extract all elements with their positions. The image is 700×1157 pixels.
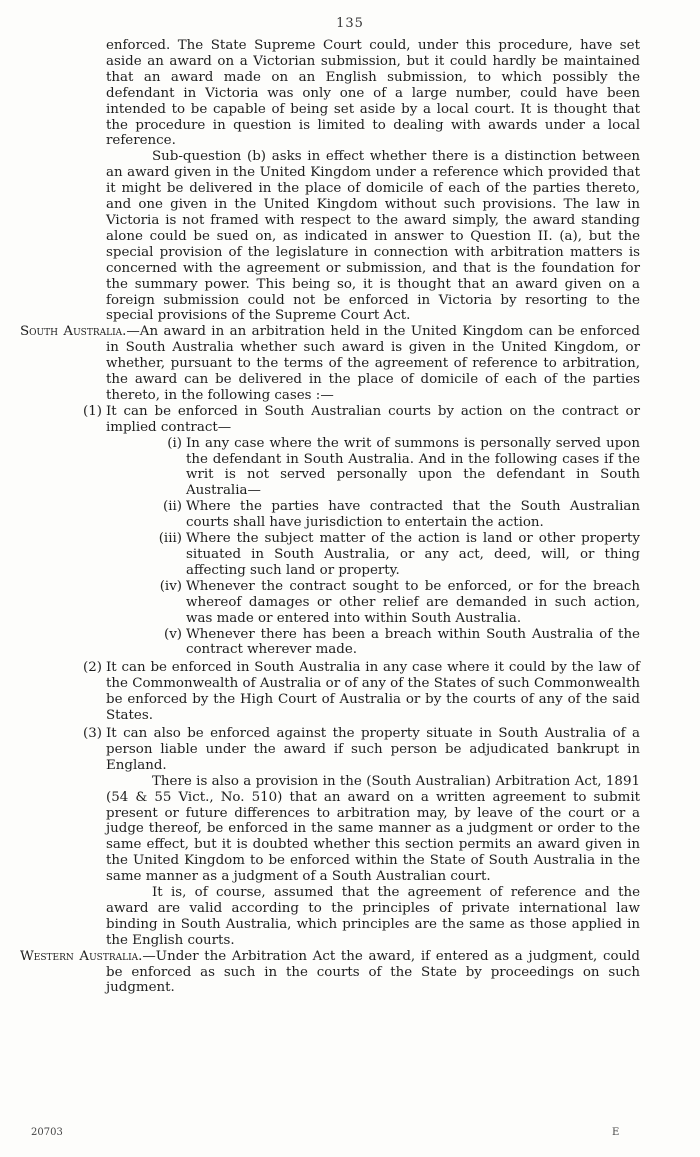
paragraph-arbitration-act: There is also a provision in the (South Australian) Arbitration Act, 1891 (54 & 55 Vict., No. 510) that an award on a written agreement to submit present or future differences to arbitration may, by leave of the court or a judge thereof, be enforced in the same manner as a judgment or order to the same effect, but it is doubted whether this section permits an award given in the United Kingdom to be enforced within the State of South Australia in the same manner as a judgment of a South Australian court. xyxy=(106,773,640,885)
list-item-1 xyxy=(20,404,640,436)
list-text: It can also be enforced against the property situate in South Australia of a person liable under the award if such person be adjudicated bankrupt in England. xyxy=(106,725,640,773)
list-label: (3) xyxy=(83,725,102,741)
sub-text: In any case where the writ of summons is personally served upon the defendant in South Australia. And in the following cases if the writ is not served personally upon the defendant in South Australia— xyxy=(186,435,640,499)
sub-item-ii xyxy=(20,499,640,531)
south-australia-text: —An award in an arbitration held in the United Kingdom can be enforced in South Australia whether such award is given in the United Kingdom, or whether, pursuant to the terms of the agreement of reference to arbitration, the award can be delivered in the place of domicile of each of the parties thereto, in the following cases :— xyxy=(106,324,640,403)
list-text: It can be enforced in South Australian courts by action on the contract or implied contract— xyxy=(106,403,640,435)
sub-text: Where the subject matter of the action is land or other property situated in South Australia, or any act, deed, will, or thing affecting such land or property. xyxy=(186,531,640,578)
list-label: (1) xyxy=(83,403,102,419)
footer-signature-mark: E xyxy=(612,1127,620,1138)
section-western-australia xyxy=(20,949,640,997)
sub-text: Whenever the contract sought to be enforced, or for the breach whereof damages or other relief are demanded in such action, was made or entered into within South Australia. xyxy=(186,578,640,626)
sub-label: (ii) xyxy=(162,499,182,515)
page-number: 135 xyxy=(336,16,364,31)
sub-label: (i) xyxy=(167,435,182,451)
paragraph-assumption: It is, of course, assumed that the agreement of reference and the award are valid according to the principles of private international law binding in South Australia, which principles are the same as those applied in the English courts. xyxy=(106,885,640,948)
footer-print-code: 20703 xyxy=(31,1127,63,1138)
sub-item-iv xyxy=(20,579,640,627)
sub-item-i xyxy=(20,436,640,500)
paragraph-subquestion-b: Sub-question (b) asks in effect whether there is a distinction between an award given in the United Kingdom under a reference which provided that it might be delivered in the place of domicile of each of the parties thereto, and one given in the United Kingdom without such provisions. The law in Victoria is not framed with respect to the award simply, the award standing alone could be sued on, as indicated in answer to Question II. (a), but the special provision of the legislature in connection with arbitration matters is concerned with the agreement or submission, and that is the foundation for the summary power. This being so, it is thought that an award given on a foreign submission could not be enforced in Victoria by resorting to the special provisions of the Supreme Court Act. xyxy=(106,149,640,324)
sub-text: Where the parties have contracted that the South Australian courts shall have jurisdiction to entertain the action. xyxy=(186,499,640,531)
list-text: It can be enforced in South Australia in any case where it could by the law of the Commonwealth of Australia or of any of the States of such Commonwealth be enforced by the High Court of Australia or by the courts of any of the said States. xyxy=(106,660,640,724)
paragraph-continuation: enforced. The State Supreme Court could, under this procedure, have set aside an award on a Victorian submission, but it could hardly be maintained that an award made on an English submission, to which possibly the defendant in Victoria was only one of a large number, could have been intended to be capable of being set aside by a local court. It is thought that the procedure in question is limited to dealing with awards under a local reference. xyxy=(106,38,640,149)
list-item-2 xyxy=(20,660,640,724)
sub-item-iii xyxy=(20,531,640,579)
sub-label: (v) xyxy=(163,626,182,642)
sub-item-v xyxy=(20,627,640,659)
list-item-3 xyxy=(20,726,640,774)
heading-western-australia: Western Australia. xyxy=(20,948,143,964)
body-text xyxy=(20,38,640,996)
sub-text: Whenever there has been a breach within South Australia of the contract wherever made. xyxy=(186,626,640,658)
sub-label: (iv) xyxy=(159,578,182,594)
list-label: (2) xyxy=(83,660,102,676)
sub-label: (iii) xyxy=(158,531,182,547)
section-south-australia xyxy=(20,324,640,404)
western-australia-text: —Under the Arbitration Act the award, if entered as a judgment, could be enforced as such in the courts of the State by proceedings on such judgment. xyxy=(106,948,640,996)
heading-south-australia: South Australia. xyxy=(20,324,127,340)
